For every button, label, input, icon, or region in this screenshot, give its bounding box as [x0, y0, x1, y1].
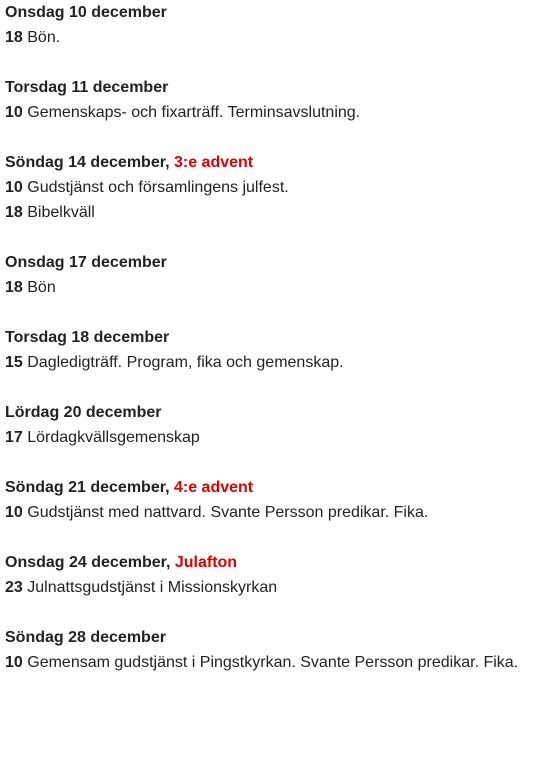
event-line — [5, 650, 544, 675]
event-time: 15 — [5, 354, 23, 371]
day-entry — [5, 250, 544, 300]
event-time: 10 — [5, 179, 23, 196]
day-date: Onsdag 17 december — [5, 254, 167, 271]
event-time: 23 — [5, 579, 23, 596]
day-header — [5, 250, 544, 275]
day-entry — [5, 0, 544, 50]
event-line — [5, 575, 544, 600]
event-text: Dagledigträff. Program, fika och gemenskap. — [22, 354, 344, 371]
event-text: Julnattsgudstjänst i Missionskyrkan — [22, 579, 278, 596]
event-text: Gudstjänst med nattvard. Svante Persson predikar. Fika. — [22, 504, 429, 521]
day-highlight: Julafton — [174, 554, 238, 571]
day-date: Söndag 28 december — [5, 629, 166, 646]
day-date: Söndag 14 december, — [5, 154, 170, 171]
day-header — [5, 400, 544, 425]
event-time: 18 — [5, 204, 23, 221]
event-text: Bibelkväll — [22, 204, 95, 221]
day-entry — [5, 475, 544, 525]
day-highlight: 4:e advent — [173, 479, 254, 496]
day-date: Lördag 20 december — [5, 404, 162, 421]
day-entry — [5, 75, 544, 125]
day-entry — [5, 150, 544, 225]
event-line — [5, 175, 544, 200]
event-text: Bön. — [22, 29, 61, 46]
event-time: 10 — [5, 654, 23, 671]
event-text: Gudstjänst och församlingens julfest. — [22, 179, 289, 196]
event-text: Gemenskaps- och fixarträff. Terminsavslutning. — [22, 104, 361, 121]
event-line — [5, 425, 544, 450]
day-header — [5, 75, 544, 100]
event-line — [5, 25, 544, 50]
event-line — [5, 100, 544, 125]
day-header — [5, 625, 544, 650]
day-date: Onsdag 24 december, — [5, 554, 171, 571]
day-entry — [5, 325, 544, 375]
day-header — [5, 150, 544, 175]
day-entry — [5, 400, 544, 450]
day-date: Torsdag 11 december — [5, 79, 169, 96]
day-header — [5, 325, 544, 350]
event-time: 10 — [5, 504, 23, 521]
event-line — [5, 200, 544, 225]
day-date: Torsdag 18 december — [5, 329, 170, 346]
event-text: Lördagkvällsgemenskap — [22, 429, 200, 446]
event-text: Bön — [22, 279, 56, 296]
day-entry — [5, 625, 544, 675]
event-time: 17 — [5, 429, 23, 446]
day-header — [5, 0, 544, 25]
event-line — [5, 275, 544, 300]
day-entry — [5, 550, 544, 600]
event-time: 10 — [5, 104, 23, 121]
day-header — [5, 475, 544, 500]
day-header — [5, 550, 544, 575]
day-date: Onsdag 10 december — [5, 4, 167, 21]
event-time: 18 — [5, 29, 23, 46]
event-time: 18 — [5, 279, 23, 296]
day-highlight: 3:e advent — [173, 154, 254, 171]
day-date: Söndag 21 december, — [5, 479, 170, 496]
event-line — [5, 350, 544, 375]
event-line — [5, 500, 544, 525]
event-text: Gemensam gudstjänst i Pingstkyrkan. Svante Persson predikar. Fika. — [22, 654, 519, 671]
